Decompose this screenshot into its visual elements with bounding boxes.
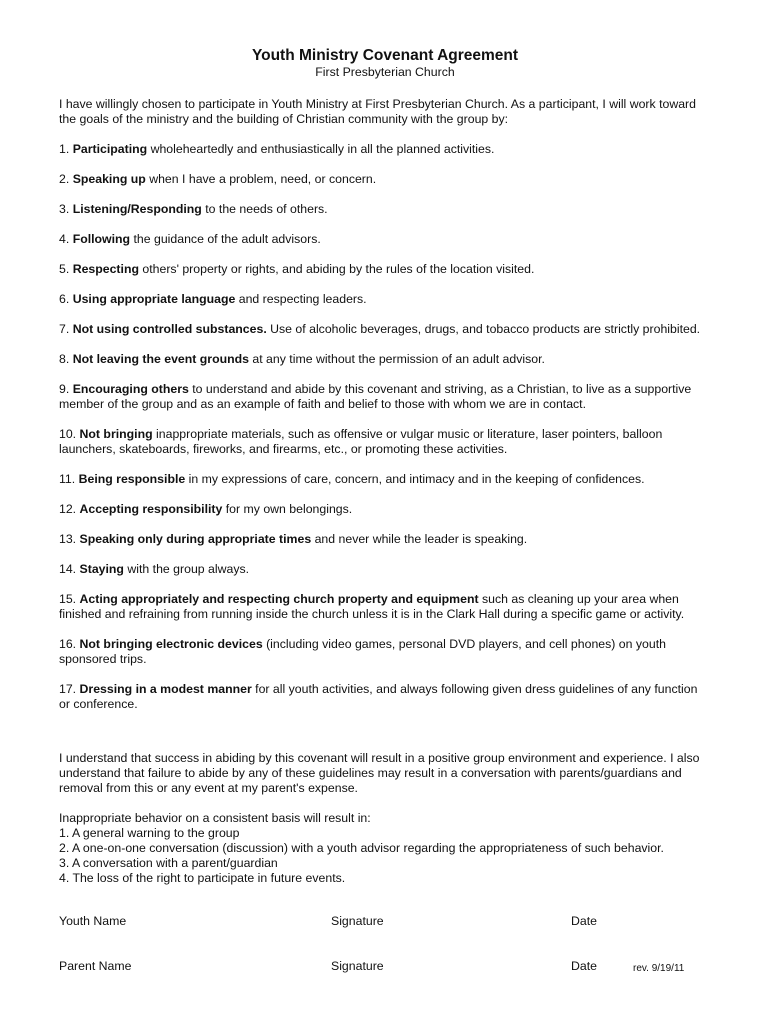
revision-date: rev. 9/19/11 bbox=[633, 963, 685, 974]
covenant-item-8: 8. Not leaving the event grounds at any time without the permission of an adult advisor. bbox=[59, 352, 545, 366]
parent-signature-label: Signature bbox=[331, 959, 384, 973]
covenant-item-7: 7. Not using controlled substances. Use of alcoholic beverages, drugs, and tobacco products are strictly prohibited. bbox=[59, 322, 701, 336]
covenant-item-9: 9. Encouraging others to understand and abide by this covenant and striving, as a Christian, to live as a supportive member of the group and as an example of faith and belief to those with whom we are in contact. bbox=[59, 382, 692, 411]
covenant-item-13: 13. Speaking only during appropriate times and never while the leader is speaking. bbox=[59, 532, 528, 546]
youth-name-label: Youth Name bbox=[59, 914, 127, 928]
parent-signature-row bbox=[0, 959, 770, 977]
covenant-item-3: 3. Listening/Responding to the needs of others. bbox=[59, 202, 328, 216]
consequences-heading: Inappropriate behavior on a consistent basis will result in: bbox=[59, 811, 371, 825]
youth-signature-label: Signature bbox=[331, 914, 384, 928]
covenant-item-16: 16. Not bringing electronic devices (including video games, personal DVD players, and cell phones) on youth sponsored trips. bbox=[59, 637, 666, 666]
covenant-item-5: 5. Respecting others' property or rights, and abiding by the rules of the location visited. bbox=[59, 262, 535, 276]
covenant-item-14: 14. Staying with the group always. bbox=[59, 562, 250, 576]
parent-name-label: Parent Name bbox=[59, 959, 132, 973]
covenant-list bbox=[59, 142, 709, 727]
covenant-item-11: 11. Being responsible in my expressions of care, concern, and intimacy and in the keeping of confidences. bbox=[59, 472, 645, 486]
consequence-item: 1. A general warning to the group bbox=[59, 826, 240, 840]
intro-paragraph: I have willingly chosen to participate in Youth Ministry at First Presbyterian Church. As a participant, I will work toward the goals of the ministry and the building of Christian community with the group by: bbox=[59, 97, 696, 126]
covenant-item-15: 15. Acting appropriately and respecting church property and equipment such as cleaning up your area when finished and refraining from running inside the church unless it is in the Clark Hall during a specific game or activity. bbox=[59, 592, 685, 621]
church-name: First Presbyterian Church bbox=[315, 65, 455, 79]
youth-signature-row bbox=[0, 914, 770, 932]
parent-date-label: Date bbox=[571, 959, 597, 973]
consequence-item: 2. A one-on-one conversation (discussion) with a youth advisor regarding the appropriateness of such behavior. bbox=[59, 841, 664, 855]
covenant-item-6: 6. Using appropriate language and respecting leaders. bbox=[59, 292, 367, 306]
covenant-item-2: 2. Speaking up when I have a problem, need, or concern. bbox=[59, 172, 377, 186]
covenant-item-4: 4. Following the guidance of the adult advisors. bbox=[59, 232, 321, 246]
covenant-item-17: 17. Dressing in a modest manner for all youth activities, and always following given dress guidelines of any function or conference. bbox=[59, 682, 698, 711]
consequence-item: 3. A conversation with a parent/guardian bbox=[59, 856, 278, 870]
consequences-section bbox=[59, 811, 709, 886]
youth-date-label: Date bbox=[571, 914, 597, 928]
consequence-item: 4. The loss of the right to participate in future events. bbox=[59, 871, 346, 885]
covenant-item-10: 10. Not bringing inappropriate materials, such as offensive or vulgar music or literature, laser pointers, balloon launchers, skateboards, fireworks, and firearms, etc., or promoting these activities. bbox=[59, 427, 663, 456]
document-title: Youth Ministry Covenant Agreement bbox=[251, 47, 519, 64]
covenant-item-12: 12. Accepting responsibility for my own belongings. bbox=[59, 502, 353, 516]
closing-paragraph: I understand that success in abiding by this covenant will result in a positive group environment and experience. I also understand that failure to abide by any of these guidelines may result in a conversation with parents/guardians and removal from this or any event at my parent's expense. bbox=[59, 751, 700, 795]
covenant-item-1: 1. Participating wholeheartedly and enthusiastically in all the planned activities. bbox=[59, 142, 495, 156]
